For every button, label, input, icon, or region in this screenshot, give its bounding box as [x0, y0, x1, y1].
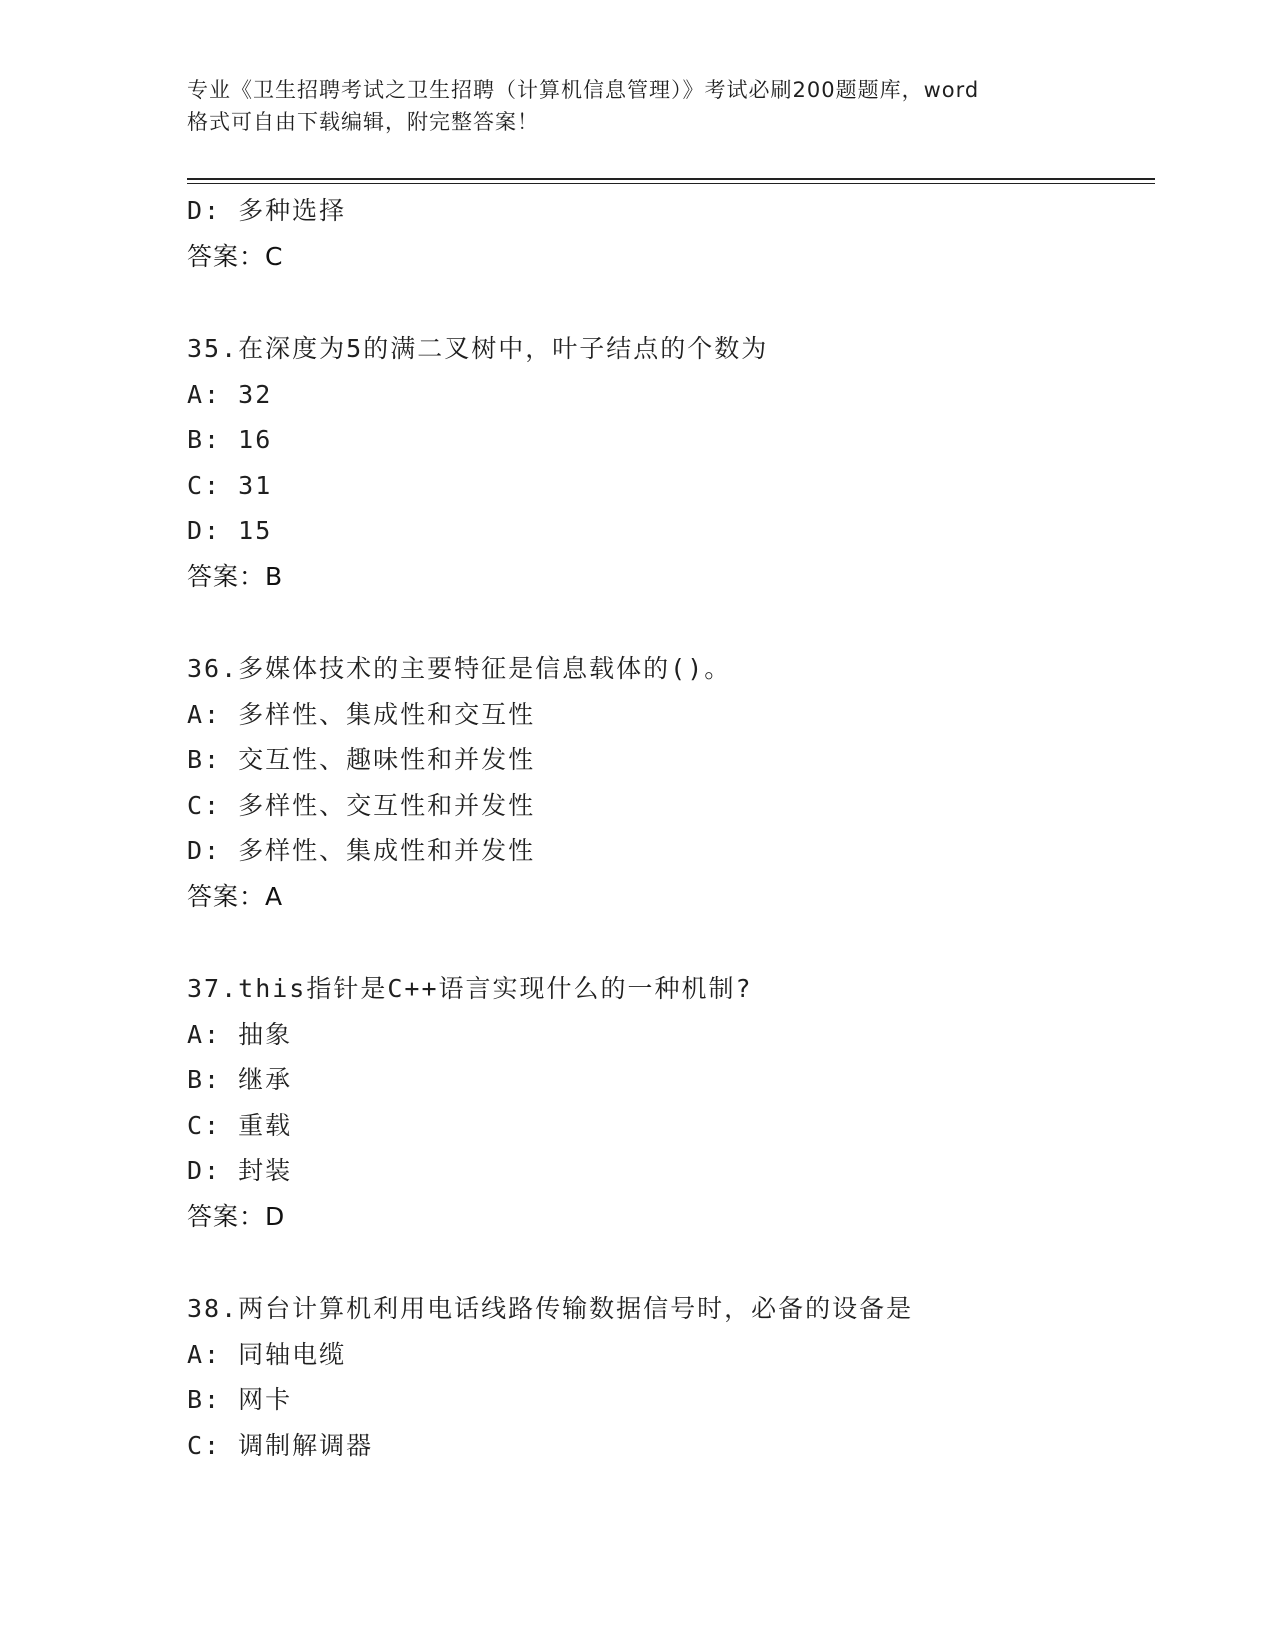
spacer	[187, 279, 1147, 326]
spacer	[187, 1239, 1147, 1286]
spacer	[187, 599, 1147, 646]
option-c: C: 多样性、交互性和并发性	[187, 790, 536, 820]
question-title: 38.两台计算机利用电话线路传输数据信号时，必备的设备是	[187, 1294, 914, 1323]
option-c: C: 调制解调器	[187, 1430, 374, 1460]
question-title: 35.在深度为5的满二叉树中，叶子结点的个数为	[187, 334, 769, 363]
option-d: D: 多样性、集成性和并发性	[187, 836, 536, 865]
option-b: B: 交互性、趣味性和并发性	[187, 745, 536, 774]
question-38	[187, 1286, 1147, 1468]
question-36	[187, 646, 1147, 919]
question-35	[187, 326, 1147, 599]
option-b: B: 16	[187, 425, 273, 454]
header-divider-thin	[187, 183, 1155, 184]
question-37	[187, 966, 1147, 1239]
answer-line: 答案：D	[187, 1201, 286, 1231]
question-title: 36.多媒体技术的主要特征是信息载体的()。	[187, 654, 732, 683]
header-line-2: 格式可自由下载编辑，附完整答案！	[187, 110, 539, 134]
option-a: A: 32	[187, 379, 273, 409]
option-b: B: 继承	[187, 1065, 293, 1094]
answer-line: 答案：B	[187, 561, 284, 591]
option-c: C: 31	[187, 470, 273, 500]
answer-line: 答案：C	[187, 241, 284, 271]
question-title: 37.this指针是C++语言实现什么的一种机制?	[187, 974, 753, 1003]
previous-question-tail	[187, 188, 1147, 279]
answer-line: 答案：A	[187, 881, 284, 911]
option-b: B: 网卡	[187, 1385, 293, 1414]
option-d: D: 15	[187, 516, 273, 545]
option-a: A: 同轴电缆	[187, 1339, 347, 1369]
option-d: D: 多种选择	[187, 196, 347, 225]
header-line-1: 专业《卫生招聘考试之卫生招聘（计算机信息管理）》考试必刷200题题库，word	[187, 78, 980, 102]
option-c: C: 重载	[187, 1110, 293, 1140]
document-header	[187, 74, 1117, 138]
option-a: A: 多样性、集成性和交互性	[187, 699, 536, 729]
header-divider	[187, 178, 1155, 180]
option-a: A: 抽象	[187, 1019, 293, 1049]
option-d: D: 封装	[187, 1156, 293, 1185]
question-list	[187, 188, 1147, 1468]
spacer	[187, 919, 1147, 966]
